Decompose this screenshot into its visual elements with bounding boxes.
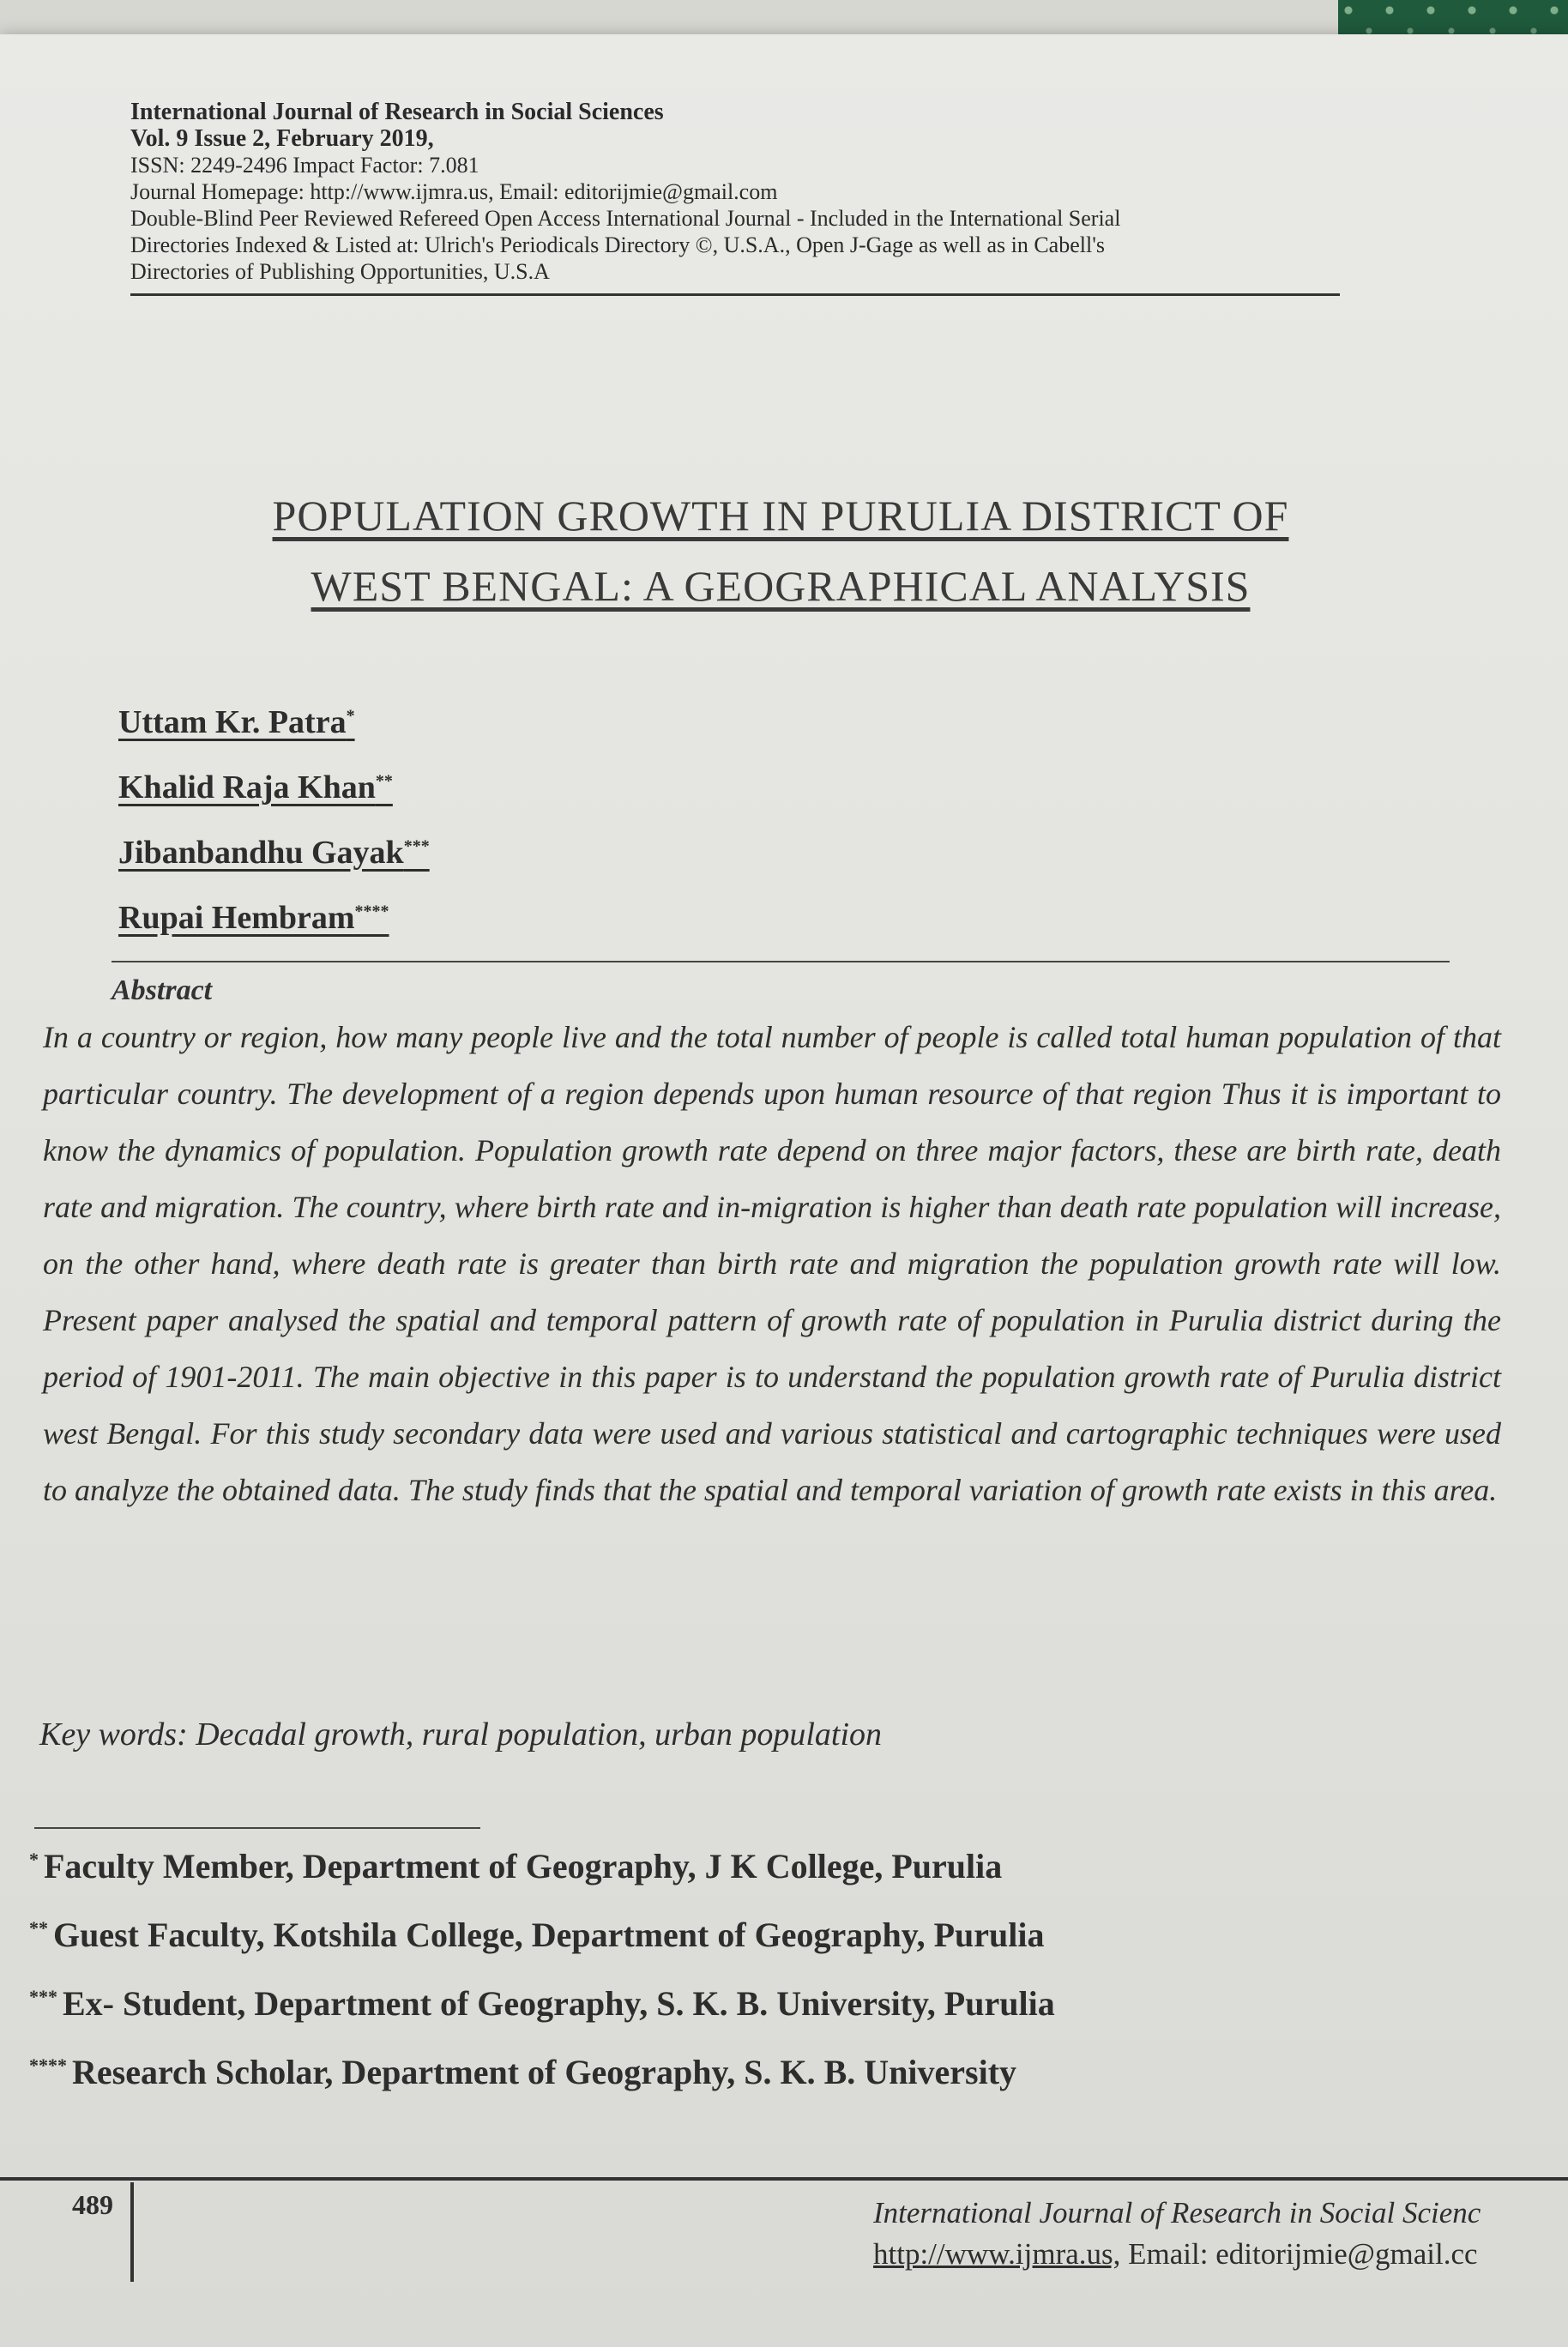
author-list: [118, 703, 430, 964]
author-item: Uttam Kr. Patra*: [118, 704, 355, 740]
footer-journal-info: [873, 2193, 1568, 2275]
journal-volume: Vol. 9 Issue 2, February 2019,: [130, 125, 434, 152]
abstract-text: In a country or region, how many people live and the total number of people is called total human population of that particular country. The development of a region depends upon human resource of that region Thus it is important to know the dynamics of population. Population growth rate depend on three major factors, these are birth rate, death rate and migration. The country, where birth rate and in-migration is higher than death rate population will increase, on the other hand, where death rate is greater than birth rate and migration the population growth rate will low. Present paper analysed the spatial and temporal pattern of growth rate of population in Purulia district during the period of 1901-2011. The main objective in this paper is to understand the population growth rate of Purulia district west Bengal. For this study secondary data were used and various statistical and cartographic techniques were used to analyze the obtained data. The study finds that the spatial and temporal variation of growth rate exists in this area.: [43, 1020, 1501, 1507]
footnote-list: [29, 1846, 1055, 2121]
footer-email: Email: editorijmie@gmail.cc: [1120, 2237, 1478, 2271]
journal-header: [130, 99, 1340, 296]
author-item: Khalid Raja Khan**: [118, 769, 393, 805]
journal-directories: Directories of Publishing Opportunities, U.S.A: [130, 259, 550, 284]
header-divider: [130, 293, 1340, 296]
footnote-item: *** Ex- Student, Department of Geography, S. K. B. University, Purulia: [29, 1984, 1055, 2023]
authors-divider: [112, 961, 1450, 962]
footnote-item: **** Research Scholar, Department of Geography, S. K. B. University: [29, 2053, 1017, 2091]
journal-indexed: Directories Indexed & Listed at: Ulrich's Periodicals Directory ©, U.S.A., Open J-Gage as well as in Cabell's: [130, 232, 1106, 257]
keywords: Key words: Decadal growth, rural population, urban population: [39, 1717, 883, 1753]
author-item: Rupai Hembram****: [118, 900, 389, 936]
author-item: Jibanbandhu Gayak***: [118, 835, 430, 871]
document-page: [0, 34, 1568, 2347]
footer-journal-name: International Journal of Research in Social Scienc: [873, 2196, 1481, 2229]
title-line-2: WEST BENGAL: A GEOGRAPHICAL ANALYSIS: [311, 562, 1251, 610]
footer-vertical-rule: [130, 2182, 134, 2282]
footer-divider: [0, 2177, 1568, 2181]
footnote-item: ** Guest Faculty, Kotshila College, Department of Geography, Purulia: [29, 1916, 1045, 1954]
footnote-divider: [34, 1827, 480, 1829]
journal-review-note: Double-Blind Peer Reviewed Refereed Open Access International Journal - Included in the International Serial: [130, 206, 1121, 231]
footer-url-link[interactable]: http://www.ijmra.us,: [873, 2237, 1121, 2271]
footnote-item: * Faculty Member, Department of Geography, J K College, Purulia: [29, 1847, 1003, 1885]
journal-issn: ISSN: 2249-2496 Impact Factor: 7.081: [130, 153, 479, 178]
journal-name: International Journal of Research in Social Sciences: [130, 99, 664, 125]
abstract-heading: Abstract: [112, 974, 213, 1006]
paper-title: [154, 480, 1407, 621]
journal-homepage: Journal Homepage: http://www.ijmra.us, Email: editorijmie@gmail.com: [130, 179, 778, 204]
title-line-1: POPULATION GROWTH IN PURULIA DISTRICT OF: [272, 492, 1289, 540]
page-number: 489: [72, 2189, 113, 2220]
